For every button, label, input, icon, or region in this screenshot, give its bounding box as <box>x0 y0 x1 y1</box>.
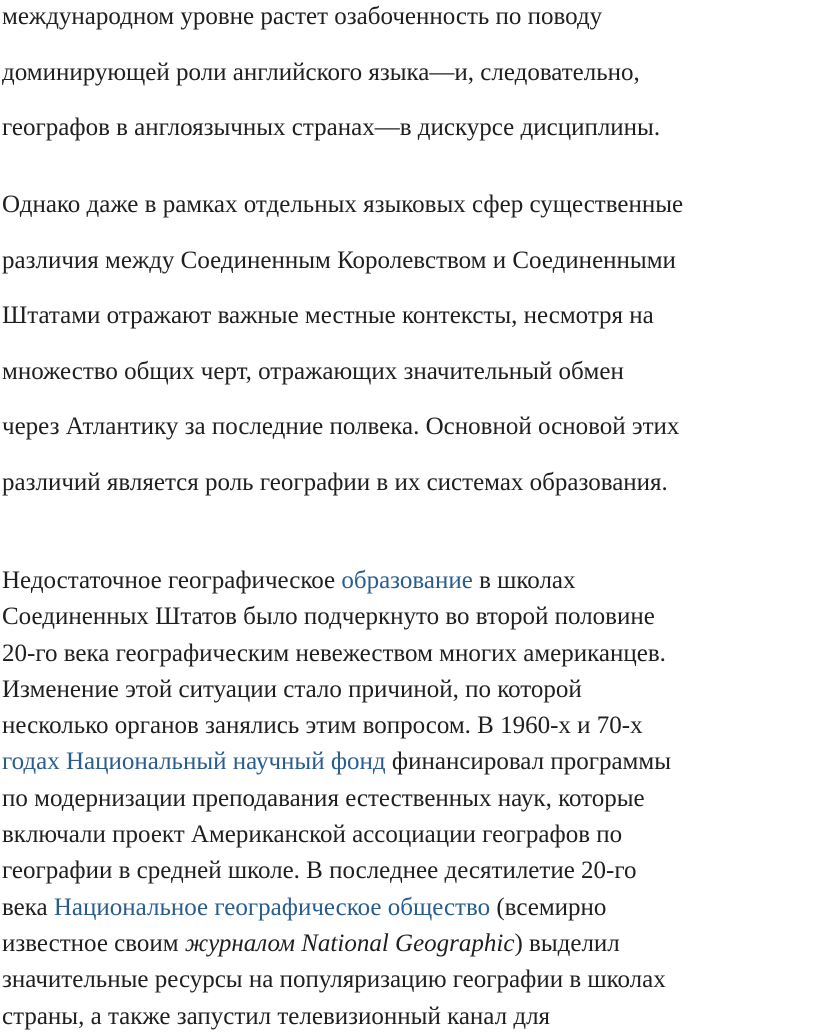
text-line: множество общих черт, отражающих значительный обмен <box>2 357 624 385</box>
text-line: различия между Соединенным Королевством и Соединенными <box>2 246 676 274</box>
text-line: через Атлантику за последние полвека. Основной основой этих <box>2 413 680 440</box>
link-national-geographic-society[interactable]: Национальное географическое общество <box>53 893 491 921</box>
text-line <box>2 890 671 926</box>
italic-journal-title: журналом National Geographic <box>184 929 515 957</box>
text-line: Однако даже в рамках отдельных языковых сфер существенные <box>2 191 684 218</box>
text-line: географов в англоязычных странах—в дискурсе дисциплины. <box>2 114 661 141</box>
text-segment: ) выделил <box>514 929 620 957</box>
text-line: Соединенных Штатов было подчеркнуто во второй половине <box>2 603 655 631</box>
paragraph-1 <box>2 0 660 156</box>
text-line: включали проект Американской ассоциации географов по <box>2 821 623 849</box>
text-segment: в школах <box>472 567 576 594</box>
text-line: географии в средней школе. В последнее десятилетие 20-го <box>2 857 637 885</box>
paragraph-2 <box>2 177 683 510</box>
link-national-science-foundation[interactable]: годах Национальный научный фонд <box>2 748 386 776</box>
paragraph-3 <box>2 563 671 1035</box>
link-education[interactable]: образование <box>341 567 473 594</box>
text-segment: века <box>2 893 54 921</box>
text-line: Изменение этой ситуации стало причиной, по которой <box>2 675 582 703</box>
text-segment: финансировал программы <box>385 748 671 776</box>
text-segment: (всемирно <box>490 893 607 921</box>
text-line: различий является роль географии в их системах образования. <box>2 468 668 496</box>
text-line: 20-го века географическим невежеством многих американцев. <box>2 639 666 667</box>
text-line: значительные ресурсы на популяризацию географии в школах <box>2 966 666 994</box>
text-line <box>2 563 671 599</box>
text-segment: известное своим <box>2 929 185 957</box>
text-line <box>2 744 671 780</box>
text-line: несколько органов занялись этим вопросом. В 1960-х и 70-х <box>2 712 643 740</box>
text-line: по модернизации преподавания естественных наук, которые <box>2 784 645 812</box>
text-line: доминирующей роли английского языка—и, следовательно, <box>2 58 640 86</box>
text-line: международном уровне растет озабоченность по поводу <box>2 3 603 30</box>
text-segment: Недостаточное географическое <box>2 567 342 594</box>
text-line <box>2 926 671 962</box>
text-line: страны, а также запустил телевизионный канал для <box>2 1002 551 1030</box>
text-line: Штатами отражают важные местные контексты, несмотря на <box>2 302 654 329</box>
